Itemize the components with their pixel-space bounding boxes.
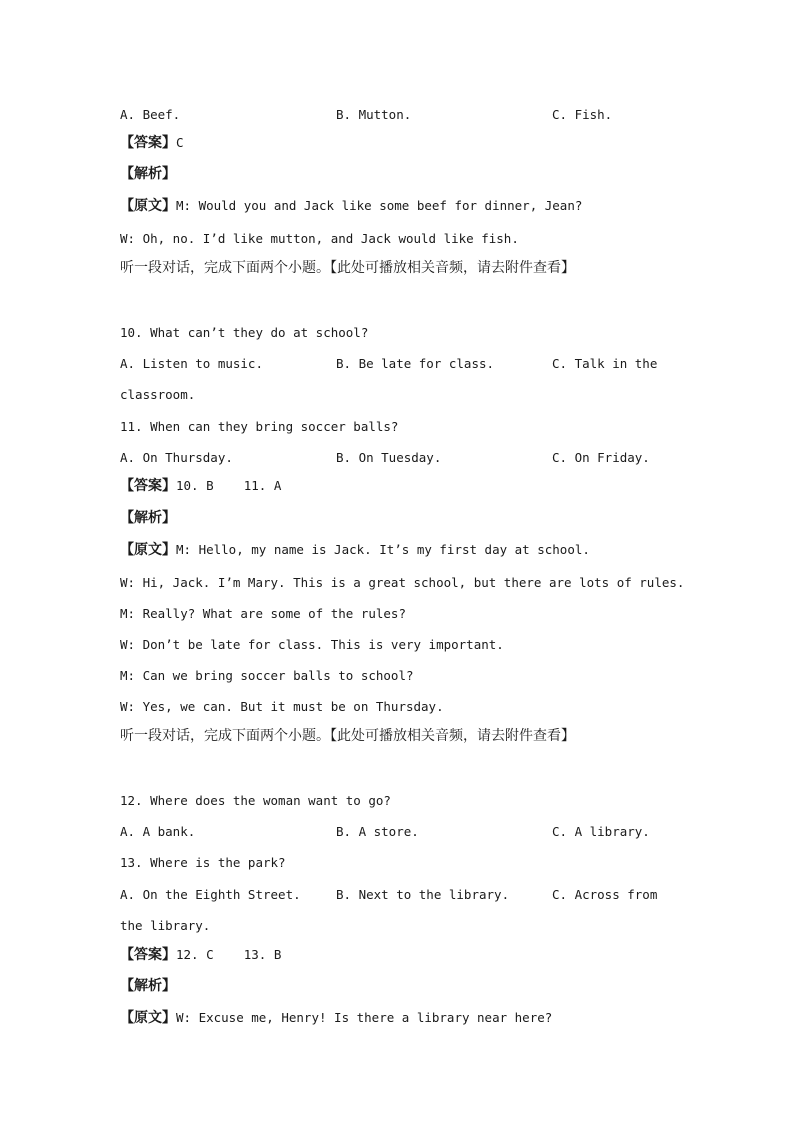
answer-line-12-13 [120, 947, 734, 963]
analysis-label-12-13: 【解析】 [120, 978, 176, 994]
transcript-line: W: Yes, we can. But it must be on Thursday. [120, 699, 444, 714]
option-a: A. A bank. [120, 824, 196, 839]
answer-line-q9 [120, 135, 734, 151]
option-c: C. Across from [552, 887, 658, 902]
transcript-line: W: Don’t be late for class. This is very important. [120, 637, 504, 652]
question-12: 12. Where does the woman want to go? [120, 793, 391, 808]
option-c: C. Fish. [552, 107, 613, 122]
transcript-line: W: Oh, no. I’d like mutton, and Jack would like fish. [120, 231, 519, 246]
option-a: A. Listen to music. [120, 356, 263, 371]
option-c: C. On Friday. [552, 450, 650, 465]
option-a: A. On the Eighth Street. [120, 887, 301, 902]
transcript-line: 【原文】M: Hello, my name is Jack. It’s my first day at school. [120, 542, 590, 558]
question-13: 13. Where is the park? [120, 855, 286, 870]
option-a: A. Beef. [120, 107, 181, 122]
option-b: B. Next to the library. [336, 887, 510, 902]
transcript-line: 【原文】W: Excuse me, Henry! Is there a library near here? [120, 1010, 553, 1026]
option-c: C. Talk in the [552, 356, 658, 371]
answer-value: C [176, 135, 184, 150]
transcript-label: 【原文】 [120, 542, 176, 558]
option-b: B. On Tuesday. [336, 450, 442, 465]
answer-label: 【答案】 [120, 478, 176, 494]
answer-label: 【答案】 [120, 947, 176, 963]
analysis-label-q9: 【解析】 [120, 166, 176, 182]
transcript-label: 【原文】 [120, 1010, 176, 1026]
answer-value: 12. C 13. B [176, 947, 282, 962]
transcript-line: 【原文】M: Would you and Jack like some beef for dinner, Jean? [120, 198, 583, 214]
question-11: 11. When can they bring soccer balls? [120, 419, 399, 434]
transcript-line: W: Hi, Jack. I’m Mary. This is a great school, but there are lots of rules. [120, 575, 685, 590]
option-b: B. A store. [336, 824, 419, 839]
instruction-text: 听一段对话，完成下面两个小题。【此处可播放相关音频，请去附件查看】 [120, 260, 575, 276]
option-a: A. On Thursday. [120, 450, 233, 465]
option-c-wrap: classroom. [120, 387, 196, 402]
option-b: B. Mutton. [336, 107, 412, 122]
option-c: C. A library. [552, 824, 650, 839]
option-b: B. Be late for class. [336, 356, 495, 371]
question-10: 10. What can’t they do at school? [120, 325, 369, 340]
analysis-label-10-11: 【解析】 [120, 510, 176, 526]
option-c-wrap: the library. [120, 918, 211, 933]
transcript-label: 【原文】 [120, 198, 176, 214]
transcript-line: M: Can we bring soccer balls to school? [120, 668, 414, 683]
transcript-line: M: Really? What are some of the rules? [120, 606, 406, 621]
answer-label: 【答案】 [120, 135, 176, 151]
instruction-text: 听一段对话，完成下面两个小题。【此处可播放相关音频，请去附件查看】 [120, 728, 575, 744]
answer-line-10-11 [120, 478, 734, 494]
answer-value: 10. B 11. A [176, 478, 282, 493]
